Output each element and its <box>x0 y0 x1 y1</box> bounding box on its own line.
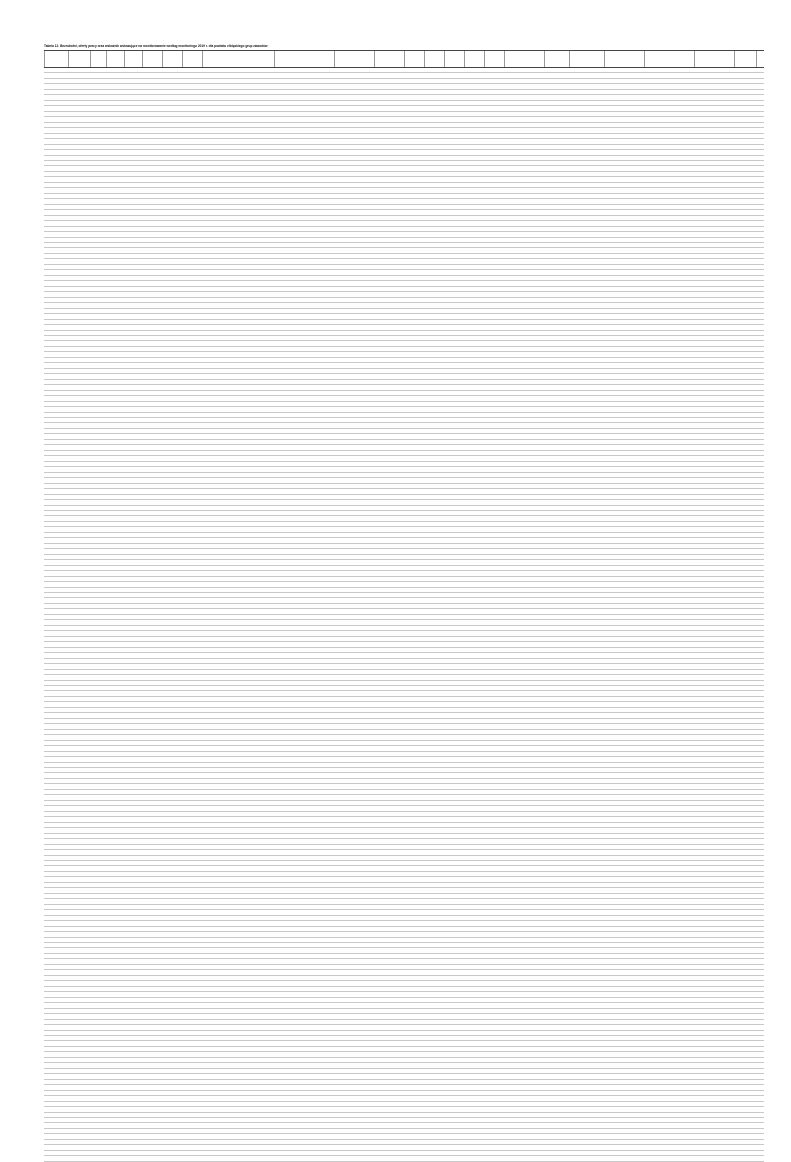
table-row <box>44 1156 764 1161</box>
page-title: Tabela 12. Bezrobotni, oferty pracy oraz wskaźnik wskazujące na monitorowanie według monitoringu 2019 r. dla powiatu elbląskiego grup zawodów <box>44 44 764 48</box>
table-header <box>44 50 764 68</box>
table-body <box>44 68 764 1162</box>
table-sheet <box>44 44 764 1162</box>
